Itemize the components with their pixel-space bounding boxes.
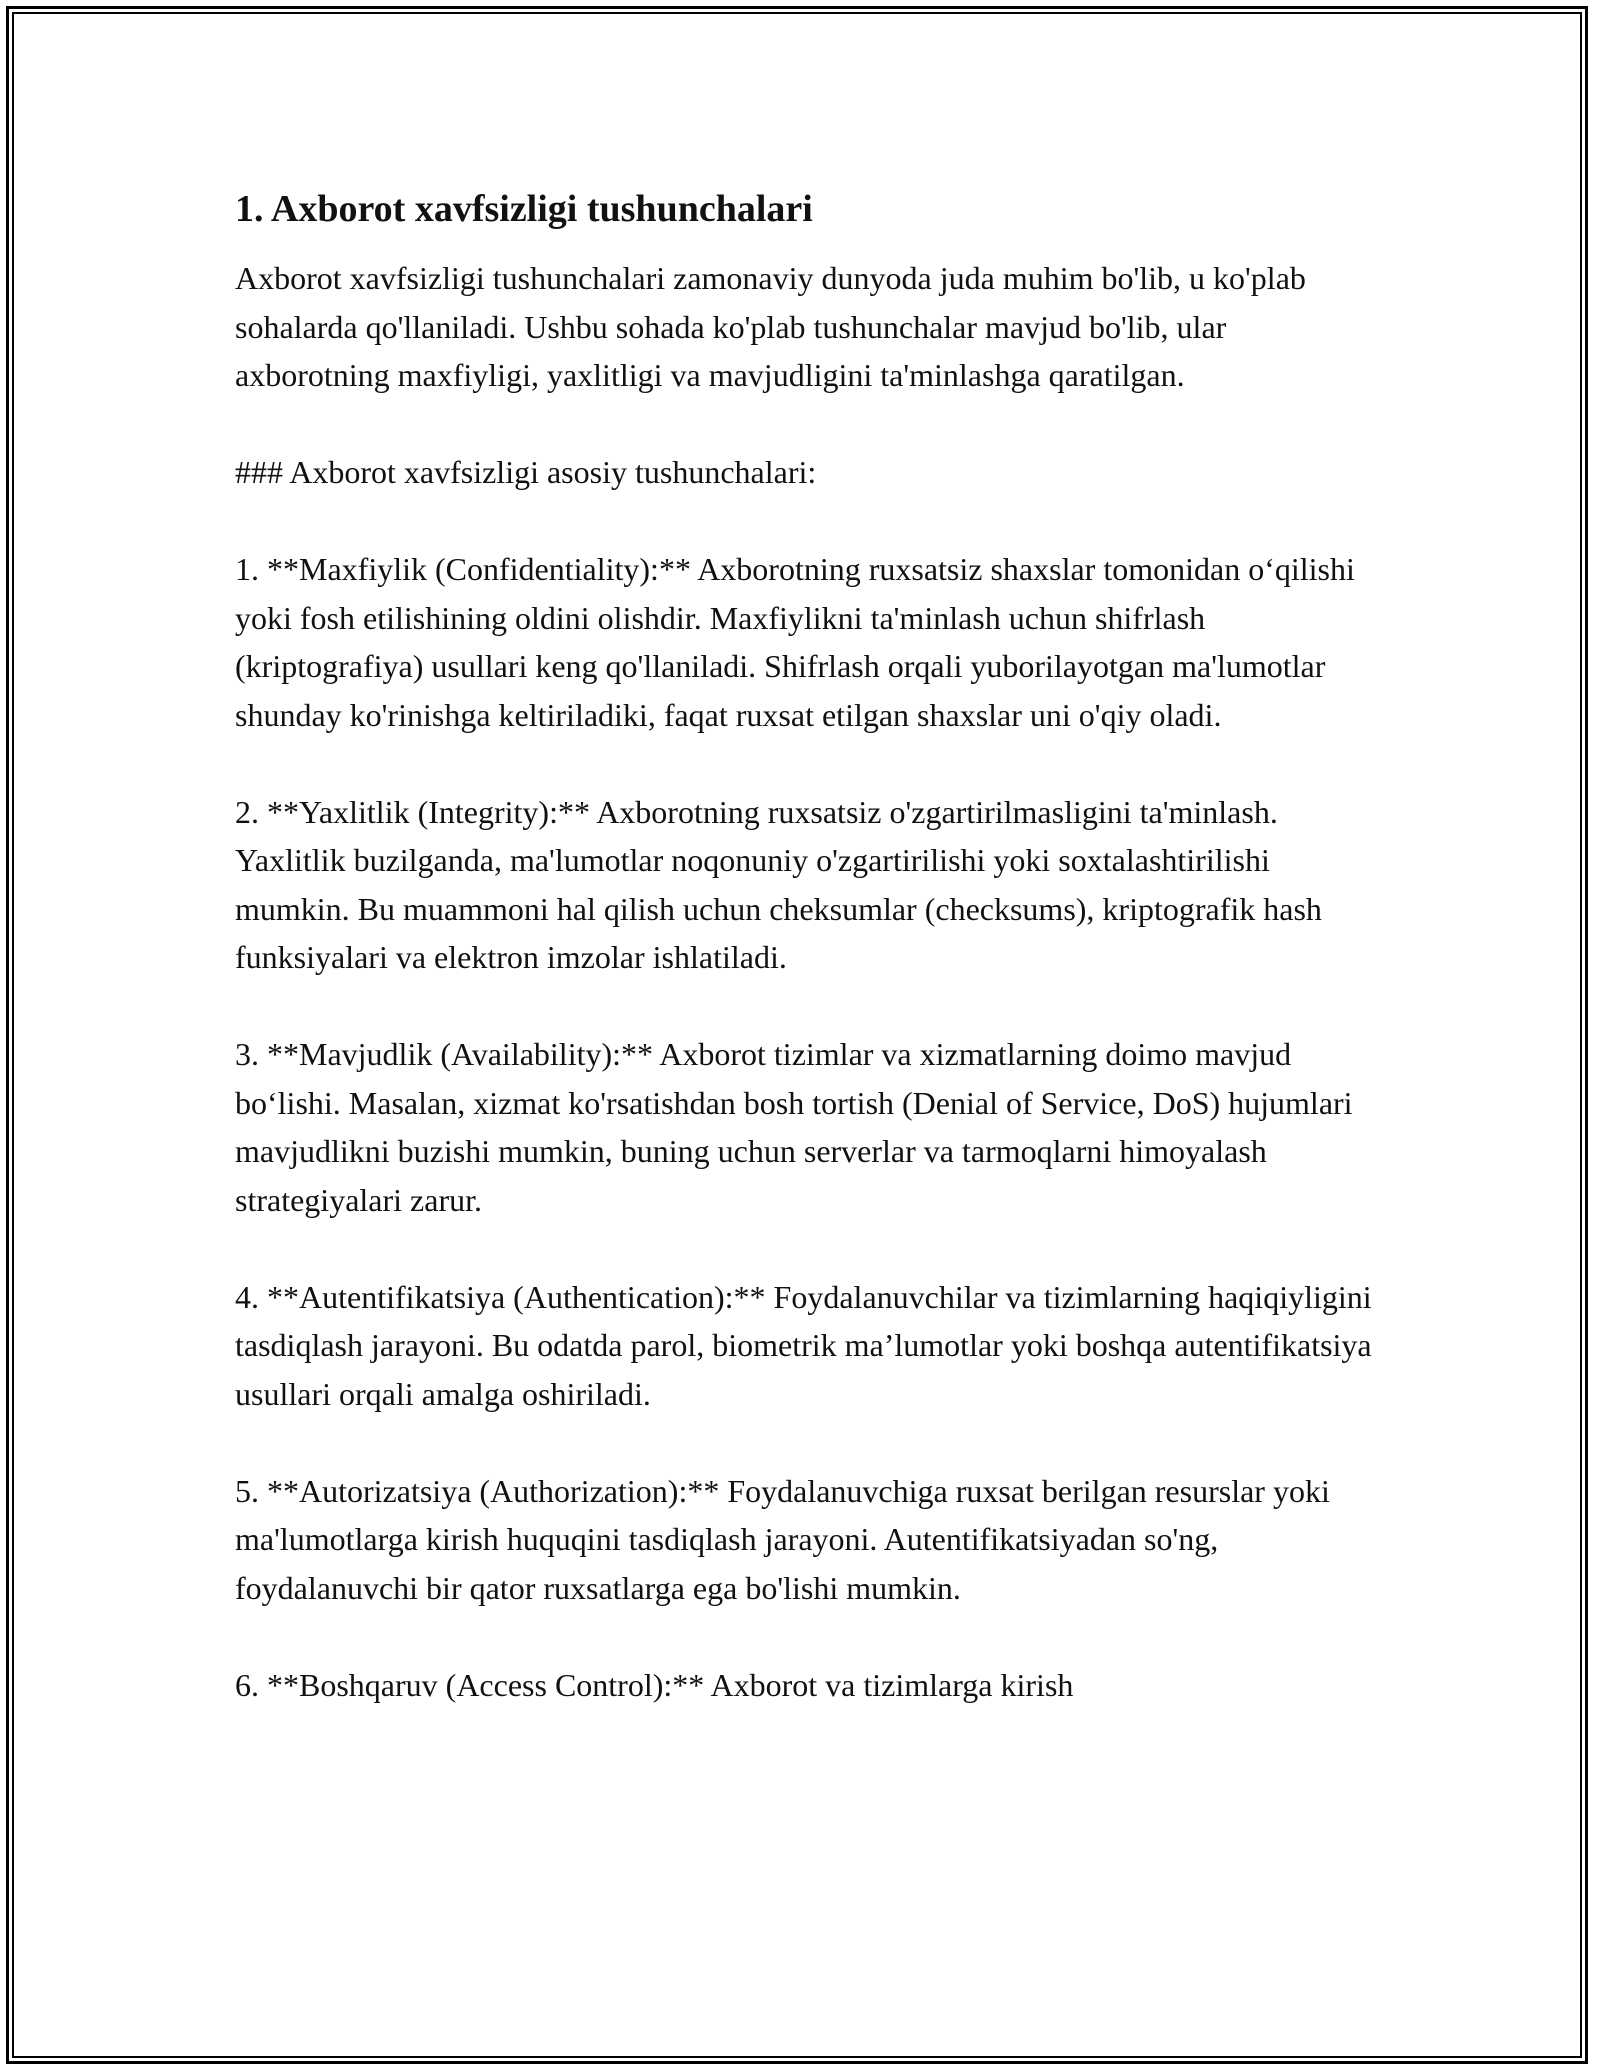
- list-item-integrity: 2. **Yaxlitlik (Integrity):** Axborotning ruxsatsiz o'zgartirilmasligini ta'minlash. Yaxlitlik buzilganda, ma'lumotlar noqonuniy o'zgartirilishi yoki soxtalashtirilishi mumkin. Bu muammoni hal qilish uchun cheksumlar (checksums), kriptografik hash funksiyalari va elektron imzolar ishlatiladi.: [235, 793, 1322, 975]
- document-title: 1. Axborot xavfsizligi tushunchalari: [235, 188, 813, 230]
- list-item-access-control: 6. **Boshqaruv (Access Control):** Axborot va tizimlarga kirish: [235, 1666, 1074, 1703]
- list-item-authentication: 4. **Autentifikatsiya (Authentication):** Foydalanuvchilar va tizimlarning haqiqiyligini tasdiqlash jarayoni. Bu odatda parol, biometrik ma’lumotlar yoki boshqa autentifikatsiya usullari orqali amalga oshiriladi.: [235, 1278, 1372, 1412]
- intro-paragraph: Axborot xavfsizligi tushunchalari zamonaviy dunyoda juda muhim bo'lib, u ko'plab sohalarda qo'llaniladi. Ushbu sohada ko'plab tushunchalar mavjud bo'lib, ular axborotning maxfiyligi, yaxlitligi va mavjudligini ta'minlashga qaratilgan.: [235, 260, 1306, 393]
- document-body: [235, 185, 1375, 1758]
- list-item-authorization: 5. **Autorizatsiya (Authorization):** Foydalanuvchiga ruxsat berilgan resurslar yoki ma'lumotlarga kirish huquqini tasdiqlash jarayoni. Autentifikatsiyadan so'ng, foydalanuvchi bir qator ruxsatlarga ega bo'lishi mumkin.: [235, 1472, 1330, 1606]
- section-heading-paragraph: ### Axborot xavfsizligi asosiy tushunchalari:: [235, 454, 817, 490]
- list-item-confidentiality: 1. **Maxfiylik (Confidentiality):** Axborotning ruxsatsiz shaxslar tomonidan o‘qilishi yoki fosh etilishining oldini olishdir. Maxfiylikni ta'minlash uchun shifrlash (kriptografiya) usullari keng qo'llaniladi. Shifrlash orqali yuborilayotgan ma'lumotlar shunday ko'rinishga keltiriladiki, faqat ruxsat etilgan shaxslar uni o'qiy oladi.: [235, 551, 1355, 733]
- list-item-availability: 3. **Mavjudlik (Availability):** Axborot tizimlar va xizmatlarning doimo mavjud bo‘lishi. Masalan, xizmat ko'rsatishdan bosh tortish (Denial of Service, DoS) hujumlari mavjudlikni buzishi mumkin, buning uchun serverlar va tarmoqlarni himoyalash strategiyalari zarur.: [235, 1036, 1353, 1218]
